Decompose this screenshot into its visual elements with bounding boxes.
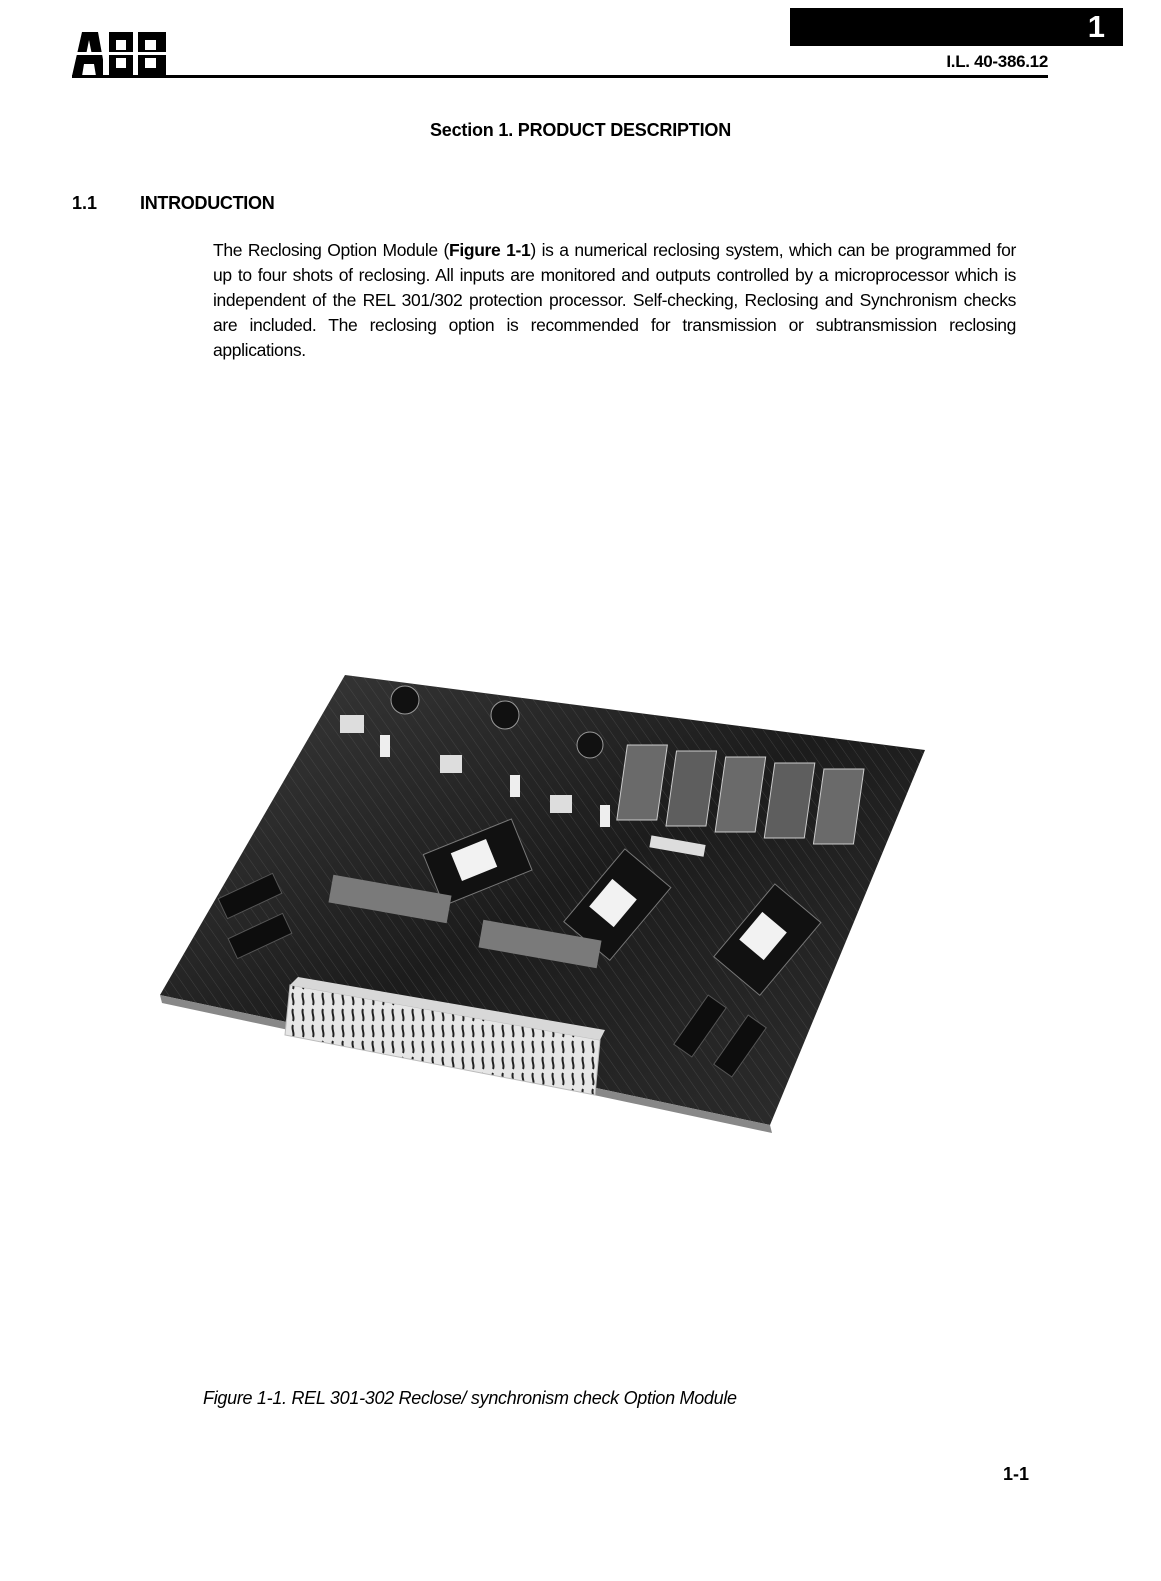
header-rule [72, 75, 1048, 78]
page-number: 1-1 [1002, 1464, 1029, 1484]
document-id: I.L. 40-386.12 [946, 52, 1048, 71]
circuit-board-photo [150, 655, 940, 1145]
subsection-number: 1.1 [72, 193, 98, 213]
figure-caption: Figure 1-1. REL 301-302 Reclose/ synchronism check Option Module [203, 1388, 737, 1408]
figure-reference: Figure 1-1 [449, 240, 531, 260]
abb-logo [72, 30, 168, 76]
section-title: Section 1. PRODUCT DESCRIPTION [429, 120, 732, 140]
intro-text-start: The Reclosing Option Module ( [213, 240, 449, 260]
intro-text-end: ) is a numerical reclosing system, which can be programmed for up to four shots of reclosing. All inputs are monitored and outputs controlled by a microprocessor which is independent of the REL 301/302 protection processor. Self-checking, Reclosing and Synchronism checks are included. The reclosing option is recommended for transmission or subtransmission reclosing applications. [213, 240, 1016, 360]
subsection-title: INTRODUCTION [140, 193, 275, 213]
chapter-tab-number: 1 [1087, 9, 1105, 44]
chapter-tab [790, 8, 1123, 46]
intro-paragraph [213, 238, 1016, 363]
